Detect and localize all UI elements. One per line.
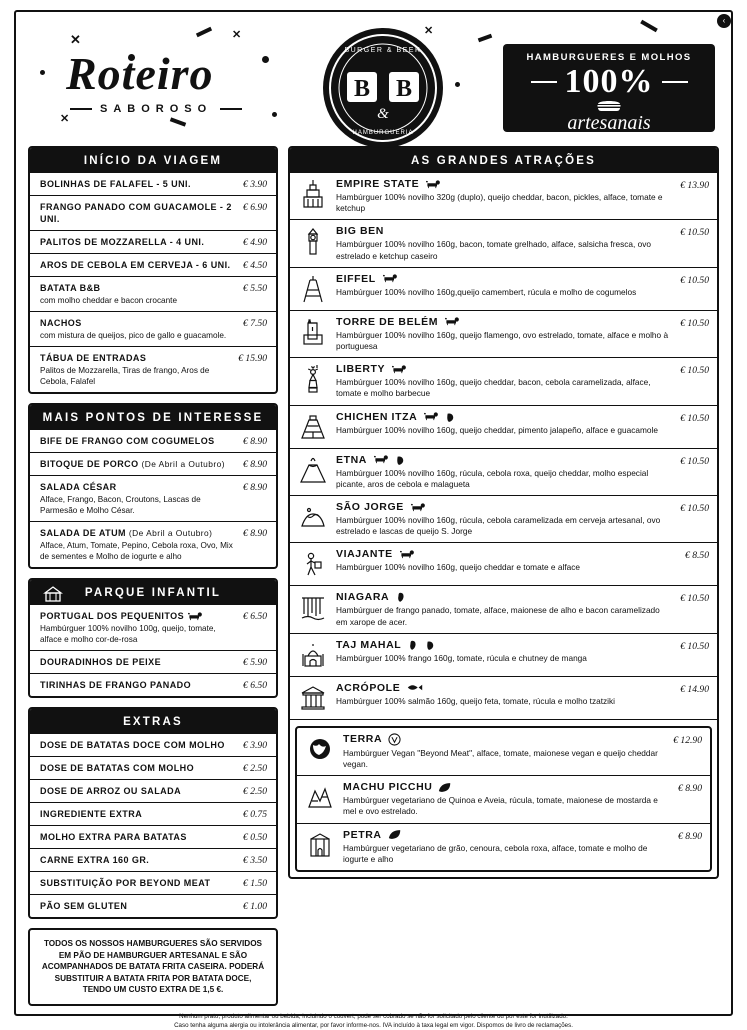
item-description: Hambúrguer vegetariano de Quinoa e Aveia, rúcula, tomate, maionese de mostarda e mel e ovo estrelado.: [343, 795, 658, 817]
item-price: € 1.00: [243, 901, 267, 912]
traveller-icon: [296, 548, 330, 580]
item-name: NACHOS: [40, 318, 82, 328]
list-item: [30, 674, 276, 696]
footer-line-1: Nenhum prato, produto alimentar ou bebida, incluindo o couvert, pode ser cobrado se não for solicitado pelo cliente ou por este for inutilizado.: [179, 1012, 568, 1020]
cow-icon: [382, 274, 398, 283]
item-name: PETRA: [343, 828, 382, 841]
item-name: SALADA CÉSAR: [40, 482, 117, 492]
machu-picchu-icon: [303, 781, 337, 813]
list-item: [30, 476, 276, 522]
list-item: [297, 728, 710, 776]
item-name: ACRÓPOLE: [336, 681, 401, 694]
section-parque-infantil: [28, 578, 278, 698]
list-item: [290, 543, 717, 586]
sao-jorge-icon: [296, 501, 330, 533]
list-item: [290, 173, 717, 220]
item-price: € 0.50: [243, 832, 267, 843]
item-name: TÁBUA DE ENTRADAS: [40, 353, 147, 363]
left-column: [28, 146, 278, 1006]
item-price: € 6.90: [243, 202, 267, 213]
list-item: [30, 826, 276, 849]
list-item: [290, 220, 717, 267]
section-title: EXTRAS: [30, 709, 276, 734]
item-price: € 7.50: [243, 318, 267, 329]
item-name: NIAGARA: [336, 591, 390, 604]
list-item: [30, 347, 276, 392]
item-description: Hambúrguer vegetariano de grão, cenoura, cebola roxa, alface, tomate e molho de iogurte e alho: [343, 842, 648, 864]
svg-text:HAMBURGUERIA: HAMBURGUERIA: [352, 130, 414, 136]
item-description: Alface, Frango, Bacon, Croutons, Lascas de Parmesão e Molho César.: [40, 495, 201, 515]
empire-state-icon: [296, 178, 330, 210]
cow-icon: [399, 550, 415, 559]
section-title: AS GRANDES ATRAÇÕES: [290, 148, 717, 173]
item-name: TERRA: [343, 733, 383, 746]
item-price: € 5.50: [243, 283, 267, 294]
brand-block: [26, 48, 242, 115]
list-item: [30, 872, 276, 895]
item-price: € 8.90: [243, 482, 267, 493]
item-name: TIRINHAS DE FRANGO PANADO: [40, 680, 192, 690]
item-name: AROS DE CEBOLA EM CERVEJA - 6 UNI.: [40, 260, 231, 270]
item-description: Hambúrguer de frango panado, tomate, alface, maionese de alho e bacon caramelizado em xarope de acer.: [336, 605, 660, 627]
item-name: SUBSTITUIÇÃO POR BEYOND MEAT: [40, 878, 211, 888]
list-item: [30, 196, 276, 231]
list-item: [30, 849, 276, 872]
petra-icon: [303, 829, 337, 861]
section-title: MAIS PONTOS DE INTERESSE: [30, 405, 276, 430]
list-item: [30, 453, 276, 476]
item-name: FRANGO PANADO COM GUACAMOLE - 2 UNI.: [40, 202, 232, 224]
list-item: [290, 586, 717, 633]
item-name: EIFFEL: [336, 272, 376, 285]
vegan-icon: [388, 733, 401, 746]
vegetarian-section: [295, 726, 712, 872]
acropolis-icon: [296, 682, 330, 714]
section-as-grandes-atracoes: [288, 146, 719, 879]
list-item: [30, 651, 276, 674]
list-item: [290, 268, 717, 311]
burger-icon: [503, 99, 715, 111]
item-name: EMPIRE STATE: [336, 178, 420, 190]
section-inicio-da-viagem: [28, 146, 278, 394]
item-description: Hambúrguer 100% novilho 320g (duplo), queijo cheddar, bacon, pickles, alface, tomate e ketchup: [336, 192, 663, 214]
cow-icon: [425, 180, 441, 189]
item-price: € 3.90: [243, 740, 267, 751]
leaf-icon: [438, 782, 452, 793]
item-description: Hambúrguer 100% novilho 160g, queijo flamengo, ovo estrelado, tomate, alface e molho à portuguesa: [336, 329, 669, 352]
item-name: PÃO SEM GLUTEN: [40, 901, 128, 911]
item-price: € 3.50: [243, 855, 267, 866]
right-column: [288, 146, 719, 1006]
item-name: TAJ MAHAL: [336, 638, 402, 651]
confetti-x: ✕: [232, 29, 242, 41]
svg-text:&: &: [377, 106, 389, 122]
header: [26, 22, 721, 144]
list-item: [290, 677, 717, 720]
cow-icon: [410, 503, 426, 512]
list-item: [30, 895, 276, 917]
promo-big: 100%: [503, 65, 715, 99]
item-name: BIG BEN: [336, 225, 384, 238]
item-name-note: (De Abril a Outubro): [141, 459, 225, 469]
item-description: Hambúrguer 100% novilho 160g, queijo cheddar, bacon, cebola caramelizada, alface, tomate e molho barbecue: [336, 377, 651, 399]
globe-icon: [303, 733, 337, 765]
list-item: [30, 734, 276, 757]
item-description: Hambúrguer 100% novilho 160g,queijo camembert, rúcula e molho de cogumelos: [336, 286, 637, 297]
taj-mahal-icon: [296, 639, 330, 671]
pyramid-icon: [296, 411, 330, 443]
item-name: BITOQUE DE PORCO: [40, 459, 139, 469]
chili-icon: [395, 455, 407, 465]
chicken-icon: [407, 639, 419, 651]
item-description: com mistura de queijos, pico de gallo e guacamole.: [40, 331, 227, 340]
item-price: € 8.90: [243, 436, 267, 447]
cow-icon: [391, 365, 407, 374]
eiffel-icon: [296, 273, 330, 305]
item-price: € 8.50: [685, 550, 709, 562]
cow-icon: [423, 412, 439, 421]
svg-text:BURGER & BEER: BURGER & BEER: [344, 47, 422, 54]
item-price: € 15.90: [238, 353, 267, 364]
list-item: [30, 231, 276, 254]
item-price: € 0.75: [243, 809, 267, 820]
item-price: € 10.50: [680, 593, 709, 605]
footer: [18, 1006, 729, 1030]
item-price: € 14.90: [680, 683, 709, 695]
corner-badge: ‹: [717, 14, 731, 28]
note-box: TODOS OS NOSSOS HAMBURGUERES SÃO SERVIDOS EM PÃO DE HAMBURGUER ARTESANAL E SÃO ACOMPANHADOS DE BATATA FRITA CASEIRA. PODERÁ SUBSTITUIR A BATATA FRITA POR BATATA DOCE, TENDO UM CUSTO EXTRA DE 1,5 €.: [28, 928, 278, 1006]
carousel-icon: [42, 584, 64, 606]
menu-columns: [18, 146, 729, 1006]
item-price: € 3.90: [243, 179, 267, 190]
item-name: CARNE EXTRA 160 GR.: [40, 855, 150, 865]
list-item: [30, 780, 276, 803]
list-item: [290, 358, 717, 405]
list-item: [290, 496, 717, 543]
list-item: [290, 406, 717, 449]
chicken-icon: [395, 591, 407, 603]
item-description: Hambúrguer 100% salmão 160g, queijo feta, tomate, rúcula e molho tzatziki: [336, 695, 616, 706]
item-description: Hambúrguer 100% novilho 100g, queijo, tomate, alface e molho cor-de-rosa: [40, 624, 216, 644]
promo-badge: [503, 44, 715, 132]
item-price: € 2.50: [243, 763, 267, 774]
section-title: [30, 580, 276, 605]
item-price: € 4.90: [243, 237, 267, 248]
promo-line1: HAMBURGUERES E MOLHOS: [526, 52, 692, 63]
bb-logo: [321, 26, 445, 150]
belem-tower-icon: [296, 316, 330, 348]
leaf-icon: [388, 829, 402, 840]
item-price: € 10.50: [680, 365, 709, 377]
big-ben-icon: [296, 225, 330, 257]
item-price: € 8.90: [243, 528, 267, 539]
item-name: BIFE DE FRANGO COM COGUMELOS: [40, 436, 215, 446]
item-description: Hambúrguer 100% frango 160g, tomate, rúcula e chutney de manga: [336, 652, 587, 663]
list-item: [30, 277, 276, 312]
item-price: € 10.50: [680, 455, 709, 467]
item-price: € 10.50: [680, 227, 709, 239]
item-price: € 8.90: [678, 783, 702, 795]
brand-title: Roteiro: [66, 48, 214, 99]
list-item: [290, 634, 717, 677]
item-name: DOSE DE ARROZ OU SALADA: [40, 786, 182, 796]
item-name-note: (De Abril a Outubro): [128, 528, 213, 538]
cow-icon: [373, 455, 389, 464]
item-name: BATATA B&B: [40, 283, 101, 293]
item-description: Hambúrguer 100% novilho 160g, rúcula, cebola roxa, queijo cheddar, molho especial picante, aros de cebola e malagueta: [336, 467, 649, 489]
chili-icon: [425, 640, 437, 650]
item-price: € 10.50: [680, 274, 709, 286]
footer-line-2: Caso tenha alguma alergia ou intolerância alimentar, por favor informe-nos. IVA incluído à taxa legal em vigor. Dispomos de livro de reclamações.: [174, 1021, 573, 1029]
list-item: [297, 824, 710, 870]
niagara-falls-icon: [296, 591, 330, 623]
cow-icon: [444, 317, 460, 326]
item-price: € 8.90: [678, 830, 702, 842]
list-item: [30, 803, 276, 826]
item-name: DOSE DE BATATAS COM MOLHO: [40, 763, 195, 773]
item-price: € 10.50: [680, 640, 709, 652]
list-item: [30, 173, 276, 196]
section-title-text: PARQUE INFANTIL: [84, 587, 222, 599]
item-name: PORTUGAL DOS PEQUENITOS: [40, 611, 185, 621]
list-item: [30, 254, 276, 277]
item-name: LIBERTY: [336, 363, 386, 376]
item-description: com molho cheddar e bacon crocante: [40, 296, 177, 305]
item-name: SALADA DE ATUM: [40, 528, 126, 538]
item-price: € 10.50: [680, 317, 709, 329]
item-description: Hambúrguer 100% novilho 160g, rúcula, cebola caramelizada em cerveja artesanal, ovo estrelado e lascas de queijo S. Jorge: [336, 515, 661, 537]
list-item: [30, 522, 276, 567]
promo-script: artesanais: [567, 112, 651, 134]
item-price: € 12.90: [673, 734, 702, 746]
list-item: [290, 449, 717, 496]
item-price: € 6.50: [243, 611, 267, 622]
item-price: € 2.50: [243, 786, 267, 797]
item-name: MACHU PICCHU: [343, 781, 433, 794]
item-description: Hambúrguer Vegan "Beyond Meat", alface, tomate, maionese vegan e queijo cheddar vegan.: [343, 747, 658, 770]
item-name: TORRE DE BELÉM: [336, 315, 439, 328]
chili-icon: [445, 412, 457, 422]
confetti-x: ✕: [70, 32, 81, 47]
list-item: [30, 605, 276, 651]
item-name: VIAJANTE: [336, 548, 393, 561]
section-title: INÍCIO DA VIAGEM: [30, 148, 276, 173]
item-price: € 4.50: [243, 260, 267, 271]
list-item: [30, 757, 276, 780]
cow-icon: [187, 611, 203, 621]
confetti-x: ✕: [60, 113, 70, 125]
list-item: [290, 311, 717, 358]
item-name: ETNA: [336, 453, 367, 466]
item-price: € 5.90: [243, 657, 267, 668]
volcano-icon: [296, 454, 330, 486]
item-name: PALITOS DE MOZZARELLA - 4 UNI.: [40, 237, 205, 247]
confetti-x: ✕: [424, 25, 434, 37]
item-description: Hambúrguer 100% novilho 160g, queijo cheddar e tomate e alface: [336, 562, 580, 573]
item-price: € 6.50: [243, 680, 267, 691]
brand-subtitle: SABOROSO: [70, 103, 242, 115]
svg-text:B: B: [395, 76, 413, 102]
item-description: Alface, Atum, Tomate, Pepino, Cebola roxa, Ovo, Mix de sementes e Molho de iogurte e alho: [40, 541, 233, 561]
item-name: CHICHEN ITZA: [336, 410, 418, 423]
statue-of-liberty-icon: [296, 363, 330, 395]
item-description: Hambúrguer 100% novilho 160g, queijo cheddar, pimento jalapeño, alface e guacamole: [336, 424, 658, 435]
section-extras: [28, 707, 278, 919]
item-name: SÃO JORGE: [336, 501, 404, 514]
item-price: € 13.90: [680, 180, 709, 191]
item-description: Hambúrguer 100% novilho 160g, bacon, tomate grelhado, alface, salsicha fresca, ovo estrelado e ketchup caseiro: [336, 239, 652, 261]
item-name: INGREDIENTE EXTRA: [40, 809, 143, 819]
fish-icon: [406, 683, 424, 692]
item-price: € 1.50: [243, 878, 267, 889]
item-description: Palitos de Mozzarella, Tiras de frango, Aros de Cebola, Falafel: [40, 366, 210, 386]
item-price: € 8.90: [243, 459, 267, 470]
item-name: DOSE DE BATATAS DOCE COM MOLHO: [40, 740, 225, 750]
svg-text:B: B: [353, 76, 371, 102]
item-price: € 10.50: [680, 503, 709, 515]
item-name: MOLHO EXTRA PARA BATATAS: [40, 832, 187, 842]
list-item: [30, 430, 276, 453]
section-mais-pontos-de-interesse: [28, 403, 278, 569]
list-item: [30, 312, 276, 347]
item-name: DOURADINHOS DE PEIXE: [40, 657, 162, 667]
item-name: BOLINHAS DE FALAFEL - 5 UNI.: [40, 179, 191, 189]
item-price: € 10.50: [680, 412, 709, 424]
list-item: [297, 776, 710, 823]
